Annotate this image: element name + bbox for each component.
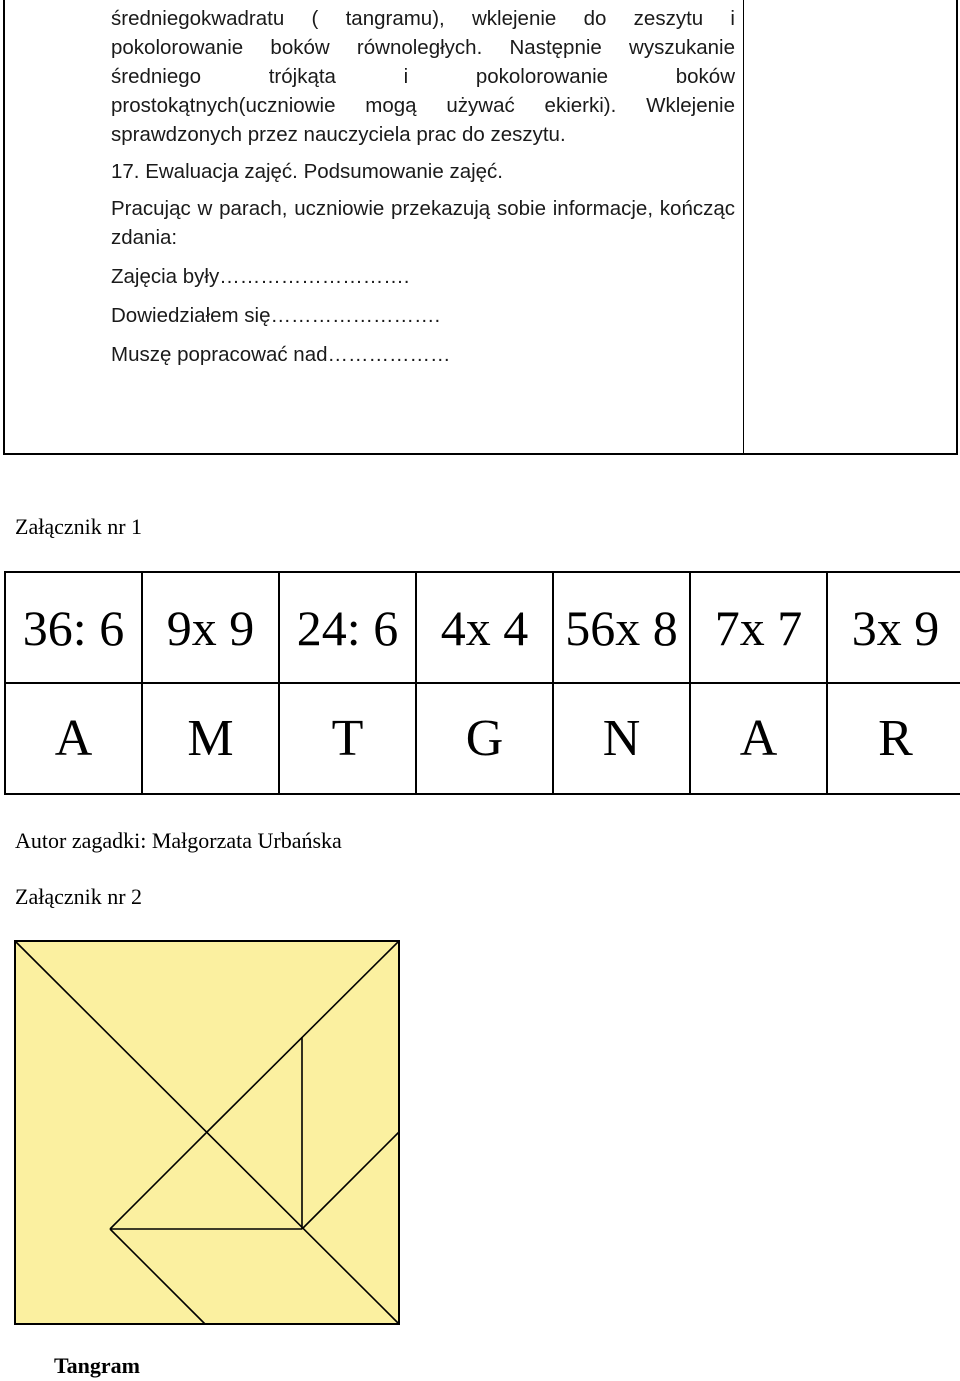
letter-row [5, 683, 960, 794]
equation-cell: 7x 7 [690, 572, 827, 683]
attachment-1-title: Załącznik nr 1 [15, 514, 143, 539]
equation-cell: 9x 9 [142, 572, 279, 683]
paragraph-line: średniegokwadratu ( tangramu), wklejenie do zeszytu i [111, 7, 735, 30]
attachment-2-title: Załącznik nr 2 [15, 884, 143, 909]
equation-cell: 4x 4 [416, 572, 553, 683]
sentence-starter: Muszę popracować nad……………… [111, 343, 451, 366]
letter-cell: N [553, 683, 690, 794]
equation-cell: 24: 6 [279, 572, 416, 683]
lesson-table [3, 0, 958, 455]
paragraph-line: pokolorowanie boków równoległych. Następnie wyszukanie [111, 36, 735, 59]
tangram-label: Tangram [54, 1353, 140, 1378]
letter-cell: R [827, 683, 960, 794]
lesson-description [111, 4, 735, 369]
letter-cell: M [142, 683, 279, 794]
tangram-figure [13, 939, 403, 1327]
puzzle-author: Autor zagadki: Małgorzata Urbańska [15, 828, 342, 853]
equation-cell: 56x 8 [553, 572, 690, 683]
equation-cell: 36: 6 [5, 572, 142, 683]
pairs-instruction: Pracując w parach, uczniowie przekazują sobie informacje, kończąc zdania: [111, 197, 735, 249]
paragraph-line: sprawdzonych przez nauczyciela prac do zeszytu. [111, 123, 566, 146]
letter-cell: T [279, 683, 416, 794]
letter-cell: G [416, 683, 553, 794]
paragraph-line: prostokątnych(uczniowie mogą używać ekierki). Wklejenie [111, 94, 735, 117]
step-heading: 17. Ewaluacja zajęć. Podsumowanie zajęć. [111, 160, 503, 183]
sentence-starter: Zajęcia były………………………. [111, 265, 410, 288]
sentence-starter: Dowiedziałem się……………………. [111, 304, 441, 327]
equation-cell: 3x 9 [827, 572, 960, 683]
letter-cell: A [690, 683, 827, 794]
equation-row [5, 572, 960, 683]
puzzle-table [4, 571, 960, 795]
paragraph-line: średniego trójkąta i pokolorowanie boków [111, 65, 735, 88]
letter-cell: A [5, 683, 142, 794]
table-column-divider [743, 0, 744, 453]
